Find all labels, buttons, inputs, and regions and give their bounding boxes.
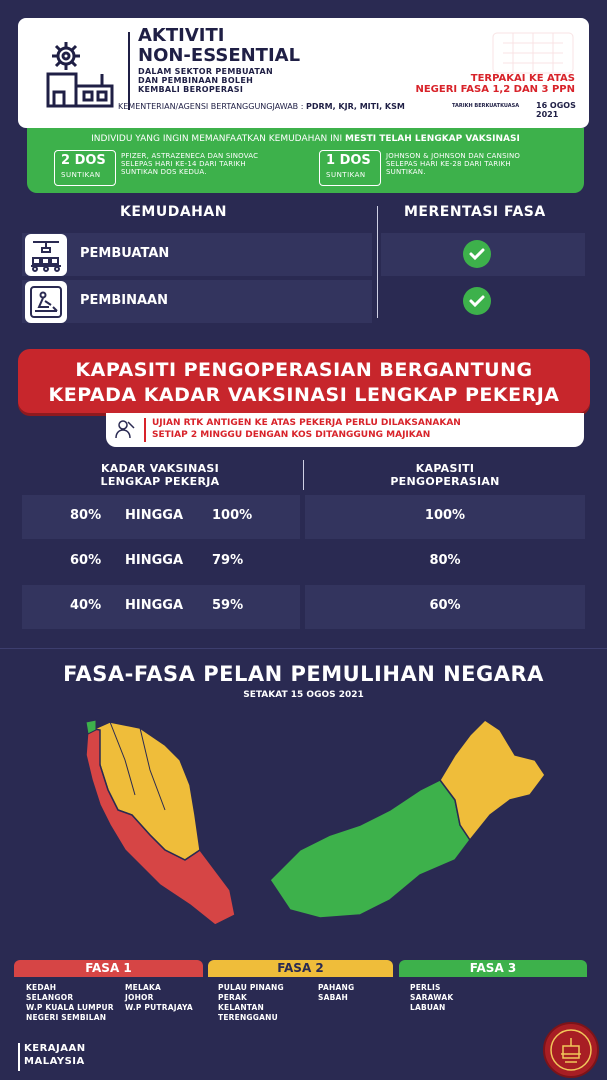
legend-fasa2-label: FASA 2 <box>277 961 324 975</box>
facility-label-manufacturing: PEMBUATAN <box>80 246 170 261</box>
facility-row-manufacturing <box>22 233 372 276</box>
capacity-row <box>305 495 585 539</box>
state-name: TERENGGANU <box>218 1013 278 1022</box>
state-name: PERLIS <box>410 983 441 992</box>
rate-row <box>22 585 300 629</box>
check-icon <box>463 240 491 268</box>
state-name: SABAH <box>318 993 349 1002</box>
assembly-line-icon <box>25 234 67 276</box>
vaccination-rate-heading-line1: KADAR VAKSINASI <box>100 462 220 475</box>
person-test-icon <box>114 418 136 440</box>
dose-b-line1: JOHNSON & JOHNSON DAN CANSINO <box>386 152 521 160</box>
state-name: LABUAN <box>410 1003 446 1012</box>
facility-row-construction <box>22 280 372 323</box>
capacity-banner-line1: KAPASITI PENGOPERASIAN BERGANTUNG <box>75 359 533 381</box>
subtitle-line1: DALAM SEKTOR PEMBUATAN <box>138 67 274 76</box>
rate-row <box>22 495 300 539</box>
fasa2-states-col1 <box>218 983 284 1023</box>
dose-b-box <box>319 150 381 186</box>
dose-a-line3: SUNTIKAN DOS KEDUA. <box>121 168 207 176</box>
facilities-heading: KEMUDAHAN <box>120 204 227 220</box>
footer-line1: KERAJAAN <box>24 1043 86 1054</box>
cross-phase-heading: MERENTASI FASA <box>404 204 546 220</box>
map-region-fasa3 <box>270 780 470 918</box>
dose-b-line2: SELEPAS HARI KE-28 DARI TARIKH <box>386 160 511 168</box>
capacity-value: 60% <box>429 598 461 613</box>
facilities-divider <box>377 206 378 318</box>
vaccination-rate-heading <box>60 462 260 488</box>
rate-to-word: HINGGA <box>125 598 183 613</box>
check-cell-construction <box>381 280 585 323</box>
state-name: SELANGOR <box>26 993 74 1002</box>
malaysia-phase-map <box>0 700 607 960</box>
map-subtitle: SETAKAT 15 OGOS 2021 <box>243 690 364 700</box>
state-name: PULAU PINANG <box>218 983 284 992</box>
rate-to-word: HINGGA <box>125 508 183 523</box>
effective-date: 16 OGOS 2021 <box>536 101 576 119</box>
state-name: KELANTAN <box>218 1003 265 1012</box>
ministry-line <box>118 102 405 111</box>
capacity-banner <box>18 349 590 413</box>
government-coat-of-arms-icon <box>543 1022 599 1078</box>
state-name: MELAKA <box>125 983 161 992</box>
rtk-divider <box>144 418 146 442</box>
check-icon <box>463 287 491 315</box>
fasa3-states-col1 <box>410 983 453 1013</box>
dose-b-sub: SUNTIKAN <box>326 171 366 179</box>
footer-bar <box>18 1043 20 1071</box>
date-label: TARIKH BERKUATKUASA <box>452 103 520 109</box>
rate-to: 100% <box>212 508 253 523</box>
rtk-line1: UJIAN RTK ANTIGEN KE ATAS PEKERJA PERLU DILAKSANAKAN <box>152 418 461 428</box>
vaccine-notice-bold: MESTI TELAH LENGKAP VAKSINASI <box>345 134 520 144</box>
capacity-row <box>305 540 585 584</box>
state-name: W.P KUALA LUMPUR <box>26 1003 114 1012</box>
state-name: KEDAH <box>26 983 57 992</box>
rtk-test-notice <box>106 413 584 447</box>
rate-from: 60% <box>70 553 102 568</box>
state-name: PAHANG <box>318 983 355 992</box>
dose-a-line1: PFIZER, ASTRAZENECA DAN SINOVAC <box>121 152 259 160</box>
vaccine-requirement-banner <box>27 128 584 193</box>
applies-to-line1: TERPAKAI KE ATAS <box>470 73 575 84</box>
state-name: JOHOR <box>125 993 154 1002</box>
applies-to-line2: NEGERI FASA 1,2 DAN 3 PPN <box>415 84 575 95</box>
dose-a-line2: SELEPAS HARI KE-14 DARI TARIKH <box>121 160 246 168</box>
page-title-line2: NON-ESSENTIAL <box>138 45 301 66</box>
ministry-label: KEMENTERIAN/AGENSI BERTANGGUNGJAWAB : <box>118 102 306 111</box>
section-divider <box>0 648 607 649</box>
dose-b-count: 1 DOS <box>326 153 371 168</box>
dose-a-box <box>54 150 116 186</box>
rate-from: 80% <box>70 508 102 523</box>
subtitle-line2: DAN PEMBINAAN BOLEH <box>138 76 254 85</box>
rate-row <box>22 540 300 584</box>
legend-fasa1 <box>14 960 203 977</box>
fasa1-states-col1 <box>26 983 114 1023</box>
construction-sign-icon <box>25 281 67 323</box>
dose-a-count: 2 DOS <box>61 153 106 168</box>
rate-to-word: HINGGA <box>125 553 183 568</box>
vaccine-notice <box>27 134 584 144</box>
legend-fasa3-label: FASA 3 <box>469 961 517 975</box>
ministry-value: PDRM, KJR, MITI, KSM <box>305 102 405 111</box>
operating-capacity-heading-line1: KAPASITI <box>415 462 475 475</box>
dose-b-description <box>386 152 520 176</box>
header-card <box>18 18 589 128</box>
page-title: AKTIVITI <box>138 25 225 46</box>
fasa1-states-col2 <box>125 983 193 1013</box>
dose-b-line3: SUNTIKAN. <box>386 168 426 176</box>
check-cell-manufacturing <box>381 233 585 276</box>
watermark-pattern-icon <box>488 28 578 78</box>
operating-capacity-heading <box>345 462 545 488</box>
fasa2-states-col2 <box>318 983 354 1003</box>
legend-fasa1-label: FASA 1 <box>85 961 132 975</box>
rtk-line2: SETIAP 2 MINGGU DENGAN KOS DITANGGUNG MAJIKAN <box>152 430 431 440</box>
capacity-value: 80% <box>429 553 461 568</box>
state-name: PERAK <box>218 993 248 1002</box>
factory-gear-icon <box>40 34 120 114</box>
facility-label-construction: PEMBINAAN <box>80 293 168 308</box>
dose-a-description <box>121 152 258 176</box>
table-heading-divider <box>303 460 304 490</box>
capacity-banner-line2: KEPADA KADAR VAKSINASI LENGKAP PEKERJA <box>48 384 560 406</box>
subtitle-line3: KEMBALI BEROPERASI <box>138 85 244 94</box>
header-divider <box>128 32 130 110</box>
operating-capacity-heading-line2: PENGOPERASIAN <box>390 475 500 488</box>
dose-a-sub: SUNTIKAN <box>61 171 101 179</box>
legend-fasa3 <box>399 960 587 977</box>
state-name: SARAWAK <box>410 993 454 1002</box>
footer-line2: MALAYSIA <box>24 1056 85 1067</box>
rate-from: 40% <box>70 598 102 613</box>
legend-fasa2 <box>208 960 393 977</box>
vaccination-rate-heading-line2: LENGKAP PEKERJA <box>100 475 220 488</box>
rate-to: 79% <box>212 553 244 568</box>
state-name: W.P PUTRAJAYA <box>125 1003 193 1012</box>
capacity-row <box>305 585 585 629</box>
state-name: NEGERI SEMBILAN <box>26 1013 107 1022</box>
capacity-value: 100% <box>424 508 466 523</box>
rate-to: 59% <box>212 598 244 613</box>
map-title: FASA-FASA PELAN PEMULIHAN NEGARA <box>63 662 544 686</box>
vaccine-notice-prefix: INDIVIDU YANG INGIN MEMANFAATKAN KEMUDAHAN INI <box>91 134 346 144</box>
